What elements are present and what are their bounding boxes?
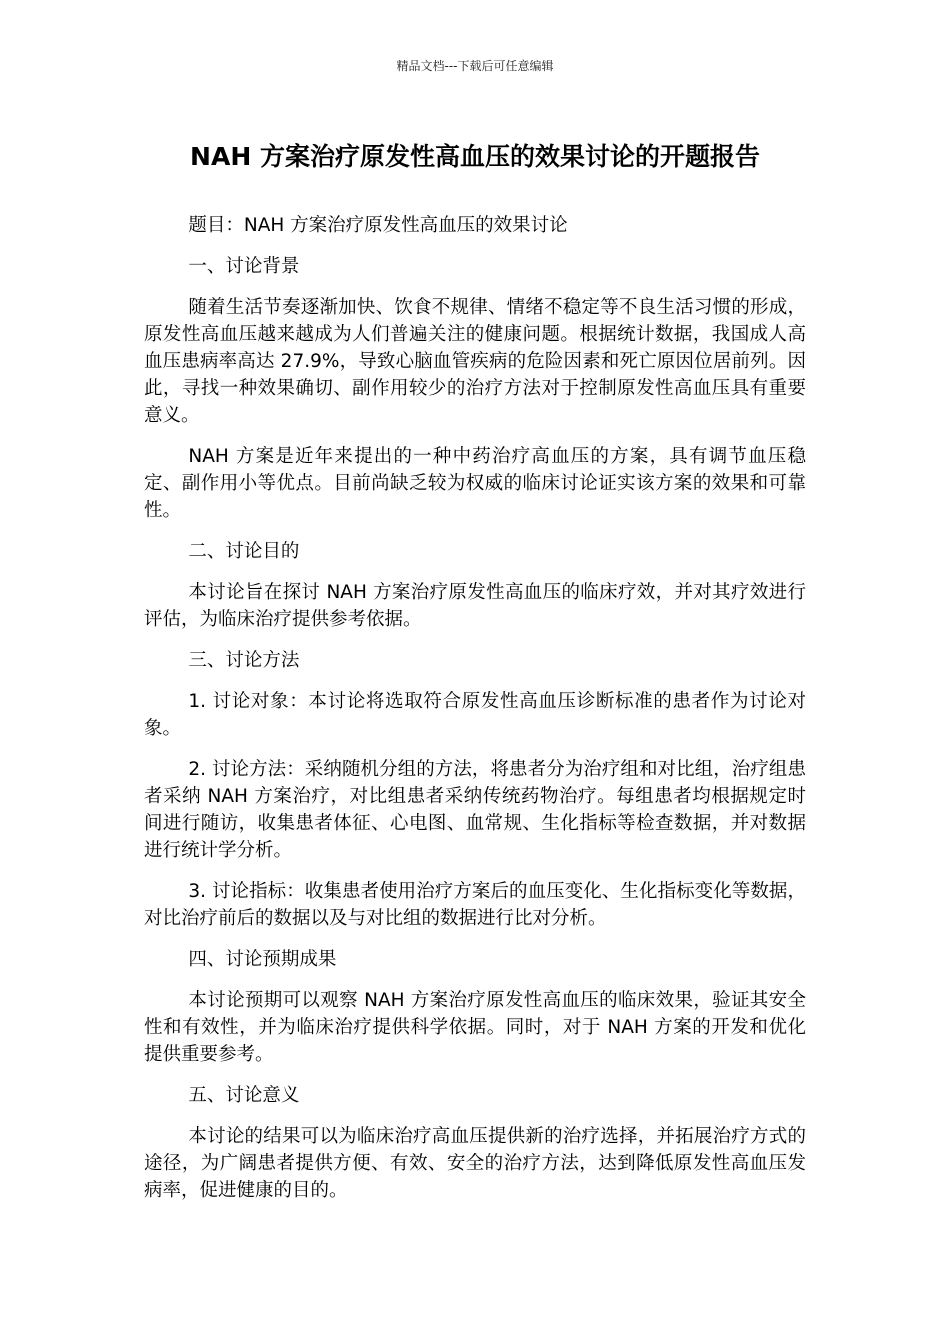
paragraph: 本讨论预期可以观察 NAH 方案治疗原发性高血压的临床效果，验证其安全性和有效性，并为临床治疗提供科学依据。同时，对于 NAH 方案的开发和优化提供重要参考。 <box>144 990 806 1065</box>
topic-line: 题目：NAH 方案治疗原发性高血压的效果讨论 <box>188 215 568 236</box>
section-heading-expected: 四、讨论预期成果 <box>188 949 337 970</box>
list-item: 3. 讨论指标：收集患者使用治疗方案后的血压变化、生化指标变化等数据，对比治疗前后的数据以及与对比组的数据进行比对分析。 <box>144 881 806 929</box>
paragraph: 随着生活节奏逐渐加快、饮食不规律、情绪不稳定等不良生活习惯的形成，原发性高血压越来越成为人们普遍关注的健康问题。根据统计数据，我国成人高血压患病率高达 27.9%，导致心脑血管疾病的危险因素和死亡原因位居前列。因此，寻找一种效果确切、副作用较少的治疗方法对于控制原发性高血压具有重要意义。 <box>144 297 806 426</box>
section-heading-significance: 五、讨论意义 <box>188 1085 300 1106</box>
header-note: 精品文档---下载后可任意编辑 <box>396 59 554 73</box>
list-item: 2. 讨论方法：采纳随机分组的方法，将患者分为治疗组和对比组，治疗组患者采纳 NAH 方案治疗，对比组患者采纳传统药物治疗。每组患者均根据规定时间进行随访，收集患者体征、心电图、血常规、生化指标等检查数据，并对数据进行统计学分析。 <box>144 759 806 861</box>
section-heading-background: 一、讨论背景 <box>188 256 300 277</box>
paragraph: 本讨论旨在探讨 NAH 方案治疗原发性高血压的临床疗效，并对其疗效进行评估，为临床治疗提供参考依据。 <box>144 582 806 630</box>
paragraph: 本讨论的结果可以为临床治疗高血压提供新的治疗选择，并拓展治疗方式的途径，为广阔患者提供方便、有效、安全的治疗方法，达到降低原发性高血压发病率，促进健康的目的。 <box>144 1126 806 1201</box>
paragraph: NAH 方案是近年来提出的一种中药治疗高血压的方案，具有调节血压稳定、副作用小等优点。目前尚缺乏较为权威的临床讨论证实该方案的效果和可靠性。 <box>144 446 806 521</box>
list-item: 1. 讨论对象：本讨论将选取符合原发性高血压诊断标准的患者作为讨论对象。 <box>144 691 806 739</box>
document-body <box>144 212 806 1218</box>
section-heading-method: 三、讨论方法 <box>188 650 300 671</box>
document-title: NAH 方案治疗原发性高血压的效果讨论的开题报告 <box>190 142 760 171</box>
section-heading-purpose: 二、讨论目的 <box>188 541 300 562</box>
